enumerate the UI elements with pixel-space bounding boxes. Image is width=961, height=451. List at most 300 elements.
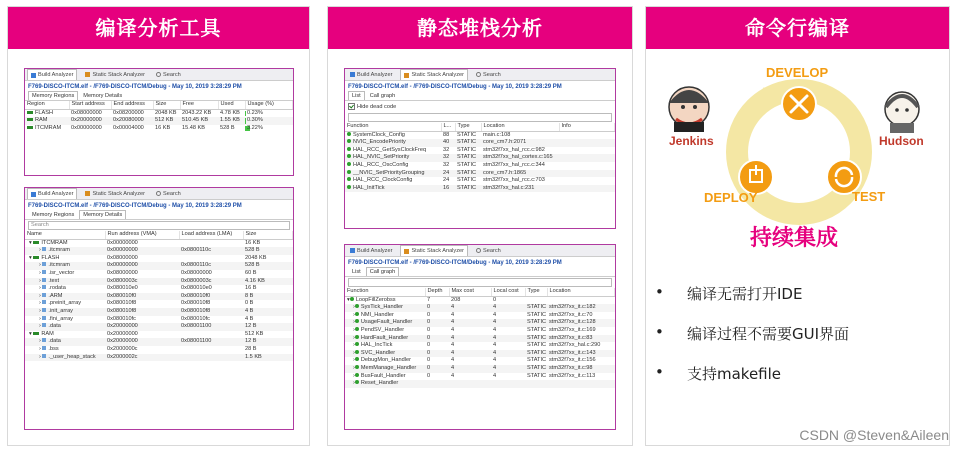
- column-header[interactable]: Location: [481, 123, 559, 131]
- bullet-dot: •: [655, 323, 664, 341]
- column-header[interactable]: End address: [111, 101, 153, 109]
- table-cell: 0x080010f8: [105, 308, 179, 316]
- table-cell: 0x0800003c: [179, 278, 243, 286]
- memory-region-icon: [33, 332, 39, 335]
- expand-icon: ▾: [29, 254, 34, 261]
- table-row[interactable]: [345, 335, 615, 343]
- build-analyzer-icon: [350, 248, 355, 253]
- table-cell: › NMI_Handler: [353, 311, 394, 318]
- table-cell: stm32f7xx_it.c:169: [549, 326, 596, 333]
- column-header[interactable]: Location: [547, 288, 615, 296]
- table-cell: › .text: [25, 278, 105, 286]
- table-cell: › .rodata: [39, 285, 66, 292]
- table-cell: 4 B: [243, 308, 293, 316]
- table-row[interactable]: [25, 285, 293, 293]
- table-row[interactable]: [25, 346, 293, 354]
- table-cell: STATIC: [527, 372, 547, 379]
- static-stack-panel: [327, 6, 633, 446]
- table-cell: 0 B: [245, 300, 254, 307]
- section-icon: [42, 293, 46, 297]
- table-cell: HAL_RCC_ClockConfig: [345, 177, 441, 185]
- table-row[interactable]: [25, 323, 293, 331]
- table-row[interactable]: [25, 255, 293, 263]
- table-cell: 0x0800110c: [179, 262, 243, 270]
- table-cell: › PendSV_Handler: [353, 326, 405, 333]
- table-cell: 0x00000000: [105, 262, 179, 270]
- table-row[interactable]: [25, 300, 293, 308]
- table-cell: stm32f7xx_hal_rcc.c:344: [483, 161, 545, 168]
- table-cell: STATIC: [457, 161, 477, 168]
- table-row[interactable]: [25, 270, 293, 278]
- table-cell: 7: [427, 296, 431, 303]
- search-icon: [476, 248, 481, 253]
- table-cell: STATIC: [527, 342, 547, 349]
- table-cell: 0x2000002c: [105, 354, 179, 362]
- tab-label: Static Stack Analyzer: [411, 248, 464, 254]
- build-analysis-panel: [7, 6, 310, 446]
- table-cell: stm32f7xx_hal_rcc.c:982: [483, 146, 545, 153]
- tab-search[interactable]: [473, 246, 504, 256]
- function-icon: [355, 312, 359, 316]
- table-row[interactable]: [345, 154, 615, 162]
- project-title: F769-DISCO-ITCM.elf - /F769-DISCO-ITCM/Debug - May 10, 2019 3:28:29 PM: [348, 84, 562, 90]
- table-cell: › .init_array: [25, 308, 105, 316]
- table-cell: 512 KB: [153, 117, 180, 125]
- column-header[interactable]: Usage (%): [245, 101, 293, 109]
- table-cell: 4: [451, 342, 455, 349]
- usage-value: 3.22%: [247, 124, 263, 131]
- function-icon: [347, 154, 351, 158]
- table-cell: STATIC: [527, 364, 547, 371]
- search-icon: [156, 191, 161, 196]
- project-title: F769-DISCO-ITCM.elf - /F769-DISCO-ITCM/Debug - May 10, 2019 3:28:29 PM: [28, 84, 242, 90]
- tab-build-analyzer[interactable]: [347, 246, 395, 256]
- table-cell: 0x00004000: [113, 124, 144, 131]
- table-cell: [559, 170, 615, 178]
- table-cell: 0: [425, 365, 449, 373]
- table-row[interactable]: [345, 170, 615, 178]
- build-panel-title: 编译分析工具: [8, 7, 309, 49]
- table-cell: stm32f7xx_it.c:83: [547, 335, 615, 343]
- tab-static-stack-analyzer[interactable]: [82, 70, 148, 80]
- table-cell: 0x00000000: [71, 124, 102, 131]
- table-cell: 0x20000000: [107, 330, 138, 337]
- section-icon: [42, 278, 46, 282]
- column-header[interactable]: Load address (LMA): [179, 231, 243, 239]
- table-cell: › SVC_Handler: [345, 350, 425, 358]
- build-analyzer-icon: [31, 192, 36, 197]
- filter-input[interactable]: [348, 278, 612, 287]
- table-row[interactable]: [345, 304, 615, 312]
- table-cell: 4.16 KB: [243, 278, 293, 286]
- hudson-logo: [885, 92, 919, 133]
- column-header[interactable]: Region: [25, 101, 69, 109]
- tab-call-graph[interactable]: Call graph: [366, 267, 400, 276]
- table-cell: 0x080010e0: [181, 285, 212, 292]
- stack-analyzer-icon: [85, 191, 90, 196]
- memory-region-icon: [33, 241, 39, 244]
- table-row[interactable]: [345, 131, 615, 139]
- memory-region-icon: [27, 126, 33, 129]
- table-row[interactable]: [25, 239, 293, 247]
- table-row[interactable]: [25, 262, 293, 270]
- column-header[interactable]: Size: [153, 101, 180, 109]
- chevron-right-icon: ›: [353, 334, 355, 341]
- table-cell: › .itcmram: [25, 262, 105, 270]
- table-cell: [525, 296, 547, 304]
- chevron-right-icon: ›: [39, 247, 43, 254]
- usage-bar: [245, 118, 246, 124]
- memory-details-window: [24, 187, 294, 430]
- tab-search[interactable]: [153, 70, 184, 80]
- table-cell: STATIC: [457, 131, 477, 138]
- table-cell: 28 B: [245, 345, 257, 352]
- chevron-right-icon: ›: [353, 326, 355, 333]
- table-cell: [491, 380, 525, 388]
- table-cell: 0: [427, 342, 431, 349]
- table-cell: STATIC: [455, 170, 481, 178]
- bullet-item: 编译过程不需要GUI界面: [687, 325, 850, 343]
- column-header[interactable]: Max cost: [449, 288, 491, 296]
- tab-label: Build Analyzer: [357, 71, 393, 78]
- table-cell: 4: [449, 304, 491, 312]
- table-cell: HAL_NVIC_SetPriority: [345, 154, 441, 162]
- section-icon: [42, 338, 46, 342]
- table-cell: › .bss: [39, 345, 59, 352]
- table-cell: 40: [441, 139, 455, 147]
- table-cell: › Reset_Handler: [345, 380, 425, 388]
- tab-call-graph[interactable]: Call graph: [369, 93, 396, 99]
- search-input[interactable]: Search: [28, 221, 290, 230]
- table-cell: [547, 380, 615, 388]
- table-row[interactable]: [345, 342, 615, 350]
- table-cell: 60 B: [245, 269, 257, 276]
- project-title: F769-DISCO-ITCM.elf - /F769-DISCO-ITCM/Debug - May 10, 2019 3:28:29 PM: [28, 203, 242, 209]
- tab-search[interactable]: [153, 189, 184, 199]
- memory-regions-window: [24, 68, 294, 176]
- table-cell: 4: [493, 311, 497, 318]
- jenkins-logo: [669, 87, 709, 132]
- build-analyzer-icon: [350, 72, 355, 77]
- tab-label: Static Stack Analyzer: [92, 71, 145, 78]
- table-cell: 16: [441, 185, 455, 193]
- column-header[interactable]: Local cost: [491, 288, 525, 296]
- table-cell: STATIC: [527, 357, 547, 364]
- table-cell: 4.78 KB: [220, 109, 240, 116]
- table-row[interactable]: [25, 125, 293, 133]
- table-row[interactable]: [345, 357, 615, 365]
- table-cell: 0x0800110c: [179, 247, 243, 255]
- table-row[interactable]: [25, 247, 293, 255]
- table-cell: 4: [449, 350, 491, 358]
- table-cell: __NVIC_SetPriorityGrouping: [345, 170, 441, 178]
- table-cell: [547, 296, 615, 304]
- table-cell: 12 B: [243, 338, 293, 346]
- table-cell: STATIC: [457, 146, 477, 153]
- table-cell: [525, 380, 547, 388]
- tab-static-stack-analyzer[interactable]: [82, 189, 148, 199]
- table-cell: 8 B: [243, 293, 293, 301]
- tab-list[interactable]: List: [348, 91, 365, 100]
- table-cell: › .data: [25, 323, 105, 331]
- table-cell: STATIC: [527, 349, 547, 356]
- table-cell: [559, 177, 615, 185]
- table-row[interactable]: [345, 327, 615, 335]
- section-icon: [42, 270, 46, 274]
- table-row[interactable]: [25, 109, 293, 117]
- tab-list[interactable]: List: [352, 269, 361, 275]
- table-cell: 12 B: [243, 323, 293, 331]
- table-cell: [559, 185, 615, 193]
- table-cell: 0x20000000: [105, 323, 179, 331]
- tab-memory-regions[interactable]: Memory Regions: [28, 91, 78, 100]
- table-cell: SystemClock_Config: [345, 131, 441, 139]
- stack-analyzer-icon: [404, 249, 409, 254]
- table-cell: ITCMRAM: [25, 125, 69, 133]
- column-header[interactable]: Function: [345, 123, 441, 131]
- project-title: F769-DISCO-ITCM.elf - /F769-DISCO-ITCM/Debug - May 10, 2019 3:28:29 PM: [348, 260, 562, 266]
- table-cell: › UsageFault_Handler: [345, 319, 425, 327]
- tab-static-stack-analyzer[interactable]: [400, 245, 468, 256]
- table-row[interactable]: [25, 338, 293, 346]
- stack-analyzer-icon: [85, 72, 90, 77]
- table-cell: 4: [451, 311, 455, 318]
- column-header[interactable]: Start address: [69, 101, 111, 109]
- table-row[interactable]: [345, 296, 615, 304]
- table-cell: [179, 239, 243, 247]
- table-row[interactable]: [345, 380, 615, 388]
- table-cell: 0: [493, 296, 497, 303]
- table-cell: 510.45 KB: [180, 117, 218, 125]
- chevron-right-icon: ›: [39, 300, 43, 307]
- table-cell: › DebugMon_Handler: [353, 357, 411, 364]
- view-tabbar: [345, 69, 615, 81]
- table-cell: 4: [449, 335, 491, 343]
- usage-value: 0.23%: [247, 109, 263, 116]
- table-row[interactable]: [345, 373, 615, 381]
- function-icon: [353, 319, 359, 326]
- chevron-right-icon: ›: [39, 315, 43, 322]
- table-cell: 0: [427, 326, 431, 333]
- table-cell: stm32f7xx_hal.c:231: [481, 185, 559, 193]
- table-row[interactable]: [345, 147, 615, 155]
- chevron-right-icon: ›: [353, 357, 355, 364]
- hudson-label: Hudson: [879, 134, 924, 148]
- column-header[interactable]: Run address (VMA): [105, 231, 179, 239]
- hide-dead-code-checkbox[interactable]: [348, 103, 355, 110]
- function-icon: [353, 304, 359, 311]
- table-row[interactable]: [25, 278, 293, 286]
- chevron-right-icon: ›: [39, 269, 43, 276]
- table-cell: 528 B: [220, 124, 235, 131]
- table-cell: 0x00000000: [105, 247, 179, 255]
- table-cell: 0x080010e0: [107, 285, 138, 292]
- continuous-integration-label: 持续集成: [750, 225, 839, 250]
- table-cell: stm32f7xx_it.c:156: [549, 357, 596, 364]
- table-cell: 4: [491, 335, 525, 343]
- table-row[interactable]: [345, 365, 615, 373]
- column-header[interactable]: Function: [345, 288, 425, 296]
- call-graph-table: [345, 288, 615, 388]
- table-cell: 0x080010f8: [181, 300, 211, 307]
- develop-label: DEVELOP: [766, 65, 829, 80]
- function-icon: [355, 327, 359, 331]
- chevron-right-icon: ›: [353, 319, 355, 326]
- stack-subtabs: [345, 91, 615, 101]
- column-header[interactable]: Info: [559, 123, 615, 131]
- table-cell: 16 KB: [155, 124, 171, 131]
- memory-subtabs: [25, 91, 293, 101]
- function-icon: [347, 139, 351, 143]
- table-cell: › .itcmram: [25, 247, 105, 255]
- cli-build-panel: [645, 6, 950, 446]
- expand-icon: ▾: [29, 239, 34, 246]
- table-cell: core_cm7.h:1865: [481, 170, 559, 178]
- column-header[interactable]: L...: [441, 123, 455, 131]
- memory-details-table: [25, 231, 293, 361]
- table-cell: 4: [451, 326, 455, 333]
- table-cell: [179, 354, 243, 362]
- table-cell: › HardFault_Handler: [345, 335, 425, 343]
- column-header[interactable]: Depth: [425, 288, 449, 296]
- table-row[interactable]: [345, 312, 615, 320]
- column-header[interactable]: Free: [180, 101, 218, 109]
- table-cell: stm32f7xx_it.c:143: [547, 350, 615, 358]
- tab-memory-regions[interactable]: Memory Regions: [32, 212, 75, 218]
- table-cell: › SysTick_Handler: [345, 304, 425, 312]
- table-row[interactable]: [25, 331, 293, 339]
- table-cell: STATIC: [455, 185, 481, 193]
- table-cell: 4: [491, 304, 525, 312]
- table-cell: 16 KB: [245, 239, 261, 246]
- table-row[interactable]: [25, 293, 293, 301]
- function-icon: [355, 365, 359, 369]
- table-cell: 512 KB: [245, 330, 264, 337]
- chevron-right-icon: ›: [353, 349, 355, 356]
- tab-search[interactable]: [473, 70, 504, 80]
- chevron-right-icon: ›: [353, 380, 355, 387]
- table-cell: [559, 147, 615, 155]
- column-header[interactable]: Name: [25, 231, 105, 239]
- table-cell: 0: [427, 357, 431, 364]
- table-row[interactable]: [25, 308, 293, 316]
- table-cell: 32: [441, 154, 455, 162]
- column-header[interactable]: Used: [218, 101, 245, 109]
- table-cell: 24: [443, 177, 450, 184]
- section-icon: [42, 346, 46, 350]
- table-cell: [559, 162, 615, 170]
- hide-dead-code-label: Hide dead code: [357, 103, 397, 110]
- call-graph-window: [344, 244, 616, 430]
- table-cell: 0x20000000: [105, 338, 179, 346]
- column-header[interactable]: Type: [525, 288, 547, 296]
- hide-dead-code-option[interactable]: [345, 101, 615, 112]
- tab-static-stack-analyzer[interactable]: [400, 69, 468, 80]
- table-cell: 4: [491, 350, 525, 358]
- table-row[interactable]: [25, 354, 293, 362]
- table-cell: › MemManage_Handler: [345, 365, 425, 373]
- function-icon: [355, 335, 359, 339]
- table-cell: STATIC: [527, 334, 547, 341]
- table-cell: › BusFault_Handler: [353, 372, 406, 379]
- table-cell: 0x2000000c: [107, 345, 138, 352]
- usage-value: 0.30%: [247, 117, 263, 124]
- table-cell: stm32f7xx_it.c:182: [547, 304, 615, 312]
- table-cell: 0x08001100: [179, 323, 243, 331]
- function-icon: [347, 185, 351, 189]
- memory-regions-table: [25, 101, 293, 132]
- tab-memory-details[interactable]: Memory Details: [79, 210, 126, 219]
- table-cell: 4 B: [245, 315, 254, 322]
- function-icon: [347, 132, 351, 136]
- stack-panel-title: 静态堆栈分析: [328, 7, 632, 49]
- table-row[interactable]: [345, 185, 615, 193]
- table-cell: 0: [425, 335, 449, 343]
- table-row[interactable]: [345, 177, 615, 185]
- tab-memory-details[interactable]: Memory Details: [83, 93, 123, 99]
- stack-list-table: [345, 123, 615, 192]
- bullet-item: 支持makefile: [687, 365, 782, 383]
- table-cell: 0x08000000: [181, 269, 212, 276]
- section-icon: [42, 308, 46, 312]
- deploy-label: DEPLOY: [704, 190, 758, 205]
- chevron-right-icon: ›: [353, 372, 355, 379]
- table-cell: stm32f7xx_it.c:98: [547, 365, 615, 373]
- table-cell: [179, 346, 243, 354]
- table-row[interactable]: [25, 117, 293, 125]
- table-cell: 0: [425, 304, 449, 312]
- table-cell: 208: [451, 296, 461, 303]
- column-header[interactable]: Type: [455, 123, 481, 131]
- table-cell: STATIC: [527, 304, 547, 311]
- table-cell: 1.55 KB: [218, 117, 245, 125]
- chevron-right-icon: ›: [39, 307, 43, 314]
- stack-subtabs: [345, 267, 615, 277]
- table-row[interactable]: [345, 162, 615, 170]
- table-cell: core_cm7.h:2071: [481, 139, 559, 147]
- table-row[interactable]: [345, 139, 615, 147]
- table-cell: 4: [491, 319, 525, 327]
- function-icon: [353, 357, 359, 364]
- expand-icon: ▾: [29, 330, 34, 337]
- table-row[interactable]: [345, 350, 615, 358]
- table-cell: 4: [449, 319, 491, 327]
- tab-build-analyzer[interactable]: [347, 70, 395, 80]
- table-cell: 0x20000000: [69, 117, 111, 125]
- table-row[interactable]: [345, 319, 615, 327]
- chevron-right-icon: ›: [353, 304, 355, 311]
- table-cell: 0x08000000: [107, 254, 138, 261]
- table-cell: 4: [493, 326, 497, 333]
- memory-subtabs: [25, 210, 293, 220]
- tab-build-analyzer[interactable]: [27, 188, 77, 199]
- filter-input[interactable]: [348, 113, 612, 122]
- table-cell: STATIC: [527, 319, 547, 326]
- table-row[interactable]: [25, 316, 293, 324]
- tab-label: Search: [483, 247, 501, 254]
- chevron-right-icon: ›: [39, 285, 43, 292]
- tab-build-analyzer[interactable]: [27, 69, 77, 80]
- table-cell: HAL_InitTick: [345, 185, 441, 193]
- tab-label: Search: [163, 190, 181, 197]
- table-cell: 0: [425, 350, 449, 358]
- column-header[interactable]: Size: [243, 231, 293, 239]
- memory-region-icon: [27, 118, 33, 121]
- tab-label: Search: [483, 71, 501, 78]
- function-icon: [347, 177, 351, 181]
- chevron-right-icon: ›: [39, 292, 43, 299]
- table-cell: [179, 331, 243, 339]
